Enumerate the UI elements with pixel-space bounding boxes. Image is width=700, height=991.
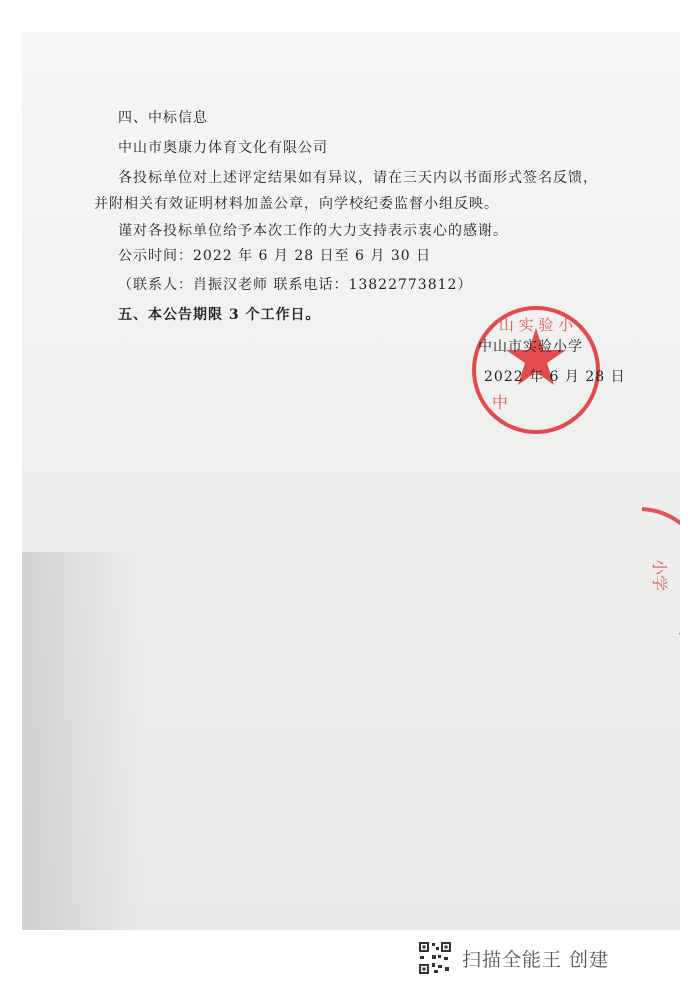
section-heading-5: 五、本公告期限 3 个工作日。: [118, 307, 321, 323]
signer-name: 中山市实验小学: [478, 339, 583, 355]
section-heading-4: 四、中标信息: [118, 110, 208, 126]
page-shadow: [22, 552, 142, 930]
qr-code-icon: [418, 941, 452, 975]
scanner-app-credit: 扫描全能王 创建: [462, 948, 610, 971]
thanks-paragraph: 谨对各投标单位给予本次工作的大力支持表示衷心的感谢。: [118, 223, 508, 239]
signature-date: 2022 年 6 月 28 日: [484, 369, 626, 385]
objection-paragraph-line2: 并附相关有效证明材料加盖公章，向学校纪委监督小组反映。: [94, 196, 499, 212]
svg-text:山 实 验 小: 山 实 验 小: [498, 316, 574, 334]
svg-text:中: 中: [492, 393, 509, 412]
svg-text:小学: 小学: [650, 559, 669, 592]
contact-info: （联系人：肖振汉老师 联系电话：13822773812）: [118, 277, 473, 293]
scanner-watermark: [418, 940, 609, 976]
winning-bidder: 中山市奥康力体育文化有限公司: [118, 140, 328, 156]
objection-paragraph-line1: 各投标单位对上述评定结果如有异议，请在三天内以书面形式签名反馈，: [118, 170, 598, 186]
notice-period: 公示时间：2022 年 6 月 28 日至 6 月 30 日: [118, 248, 432, 264]
edge-seal-fragment: [636, 505, 680, 645]
